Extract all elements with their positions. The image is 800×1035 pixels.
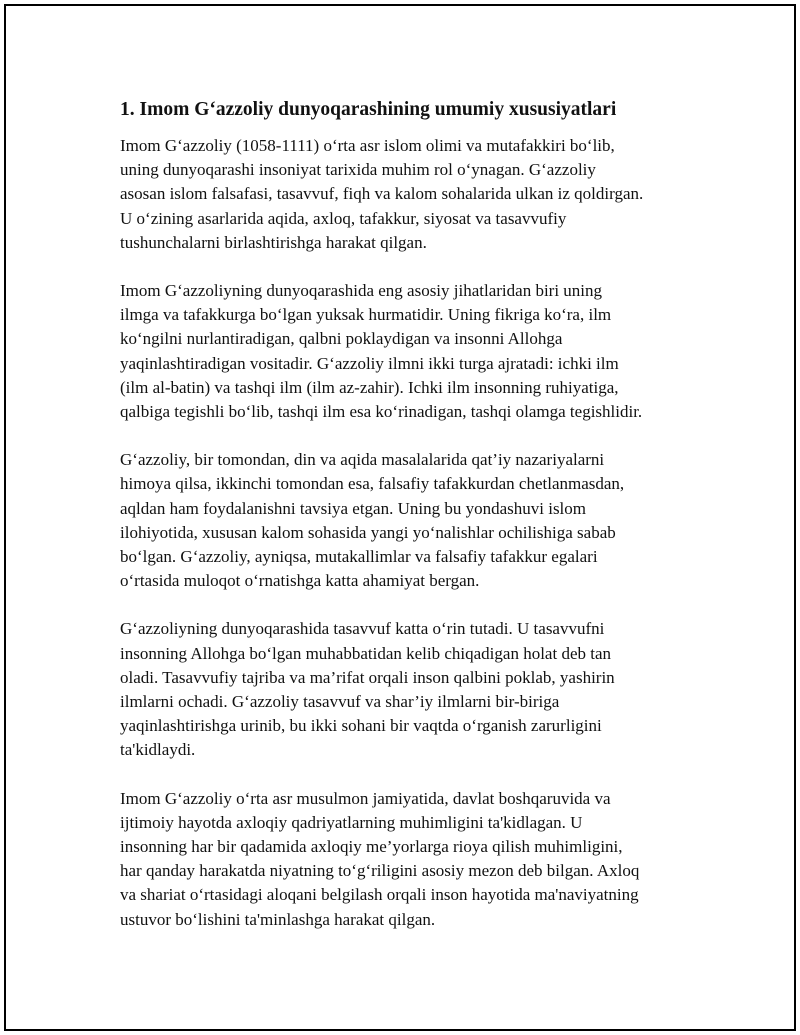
text-line: yaqinlashtirishga urinib, bu ikki sohani bir vaqtda o‘rganish zarurligini — [120, 716, 602, 736]
paragraph-5 — [120, 787, 692, 932]
text-line: yaqinlashtiradigan vositadir. G‘azzoliy ilmni ikki turga ajratadi: ichki ilm — [120, 353, 619, 373]
text-line: qalbiga tegishli bo‘lib, tashqi ilm esa ko‘rinadigan, tashqi olamga tegishlidir. — [120, 402, 643, 422]
text-line: himoya qilsa, ikkinchi tomondan esa, falsafiy tafakkurdan chetlanmasdan, — [120, 474, 625, 494]
text-line: (ilm al-batin) va tashqi ilm (ilm az-zahir). Ichki ilm insonning ruhiyatiga, — [120, 377, 619, 397]
text-line: insonning Allohga bo‘lgan muhabbatidan kelib chiqadigan holat deb tan — [120, 643, 612, 663]
text-line: har qanday harakatda niyatning to‘g‘riligini asosiy mezon deb bilgan. Axloq — [120, 861, 640, 881]
text-line: ustuvor bo‘lishini ta'minlashga harakat qilgan. — [120, 909, 436, 929]
text-line: ta'kidlaydi. — [120, 740, 196, 760]
text-line: Imom G‘azzoliyning dunyoqarashida eng asosiy jihatlaridan biri uning — [120, 281, 603, 301]
text-line: G‘azzoliyning dunyoqarashida tasavvuf katta o‘rin tutadi. U tasavvufni — [120, 619, 605, 639]
text-line: ko‘ngilni nurlantiradigan, qalbni poklaydigan va insonni Allohga — [120, 329, 563, 349]
text-line: Imom G‘azzoliy o‘rta asr musulmon jamiyatida, davlat boshqaruvida va — [120, 788, 611, 808]
text-line: G‘azzoliy, bir tomondan, din va aqida masalalarida qat’iy nazariyalarni — [120, 450, 605, 470]
text-line: aqldan ham foydalanishni tavsiya etgan. Uning bu yondashuvi islom — [120, 498, 587, 518]
text-line: insonning har bir qadamida axloqiy me’yorlarga rioya qilish muhimligini, — [120, 837, 623, 857]
paragraph-4 — [120, 617, 692, 762]
text-line: tushunchalarni birlashtirishga harakat qilgan. — [120, 232, 427, 252]
paragraph-3 — [120, 448, 692, 593]
text-line: ilmga va tafakkurga bo‘lgan yuksak hurmatidir. Uning fikriga ko‘ra, ilm — [120, 305, 612, 325]
text-line: ilmlarni ochadi. G‘azzoliy tasavvuf va shar’iy ilmlarni bir-biriga — [120, 692, 560, 712]
text-line: bo‘lgan. G‘azzoliy, ayniqsa, mutakallimlar va falsafiy tafakkur egalari — [120, 547, 598, 567]
page-frame — [4, 4, 796, 1031]
document-body — [120, 96, 692, 956]
text-line: oladi. Tasavvufiy tajriba va ma’rifat orqali inson qalbini poklab, yashirin — [120, 667, 615, 687]
text-line: Imom G‘azzoliy (1058-1111) o‘rta asr islom olimi va mutafakkiri bo‘lib, — [120, 136, 615, 155]
text-line: o‘rtasida muloqot o‘rnatishga katta ahamiyat bergan. — [120, 571, 480, 591]
paragraph-1 — [120, 134, 692, 255]
section-heading: 1. Imom G‘azzoliy dunyoqarashining umumiy xususiyatlari — [120, 99, 617, 120]
text-line: va shariat o‘rtasidagi aloqani belgilash orqali inson hayotida ma'naviyatning — [120, 885, 639, 905]
text-line: asosan islom falsafasi, tasavvuf, fiqh va kalom sohalarida ulkan iz qoldirgan. — [120, 184, 644, 204]
text-line: ilohiyotida, xususan kalom sohasida yangi yo‘nalishlar ochilishiga sabab — [120, 522, 616, 542]
text-line: uning dunyoqarashi insoniyat tarixida muhim rol o‘ynagan. G‘azzoliy — [120, 160, 596, 180]
paragraph-2 — [120, 279, 692, 424]
text-line: U o‘zining asarlarida aqida, axloq, tafakkur, siyosat va tasavvufiy — [120, 208, 567, 228]
text-line: ijtimoiy hayotda axloqiy qadriyatlarning muhimligini ta'kidlagan. U — [120, 812, 583, 832]
